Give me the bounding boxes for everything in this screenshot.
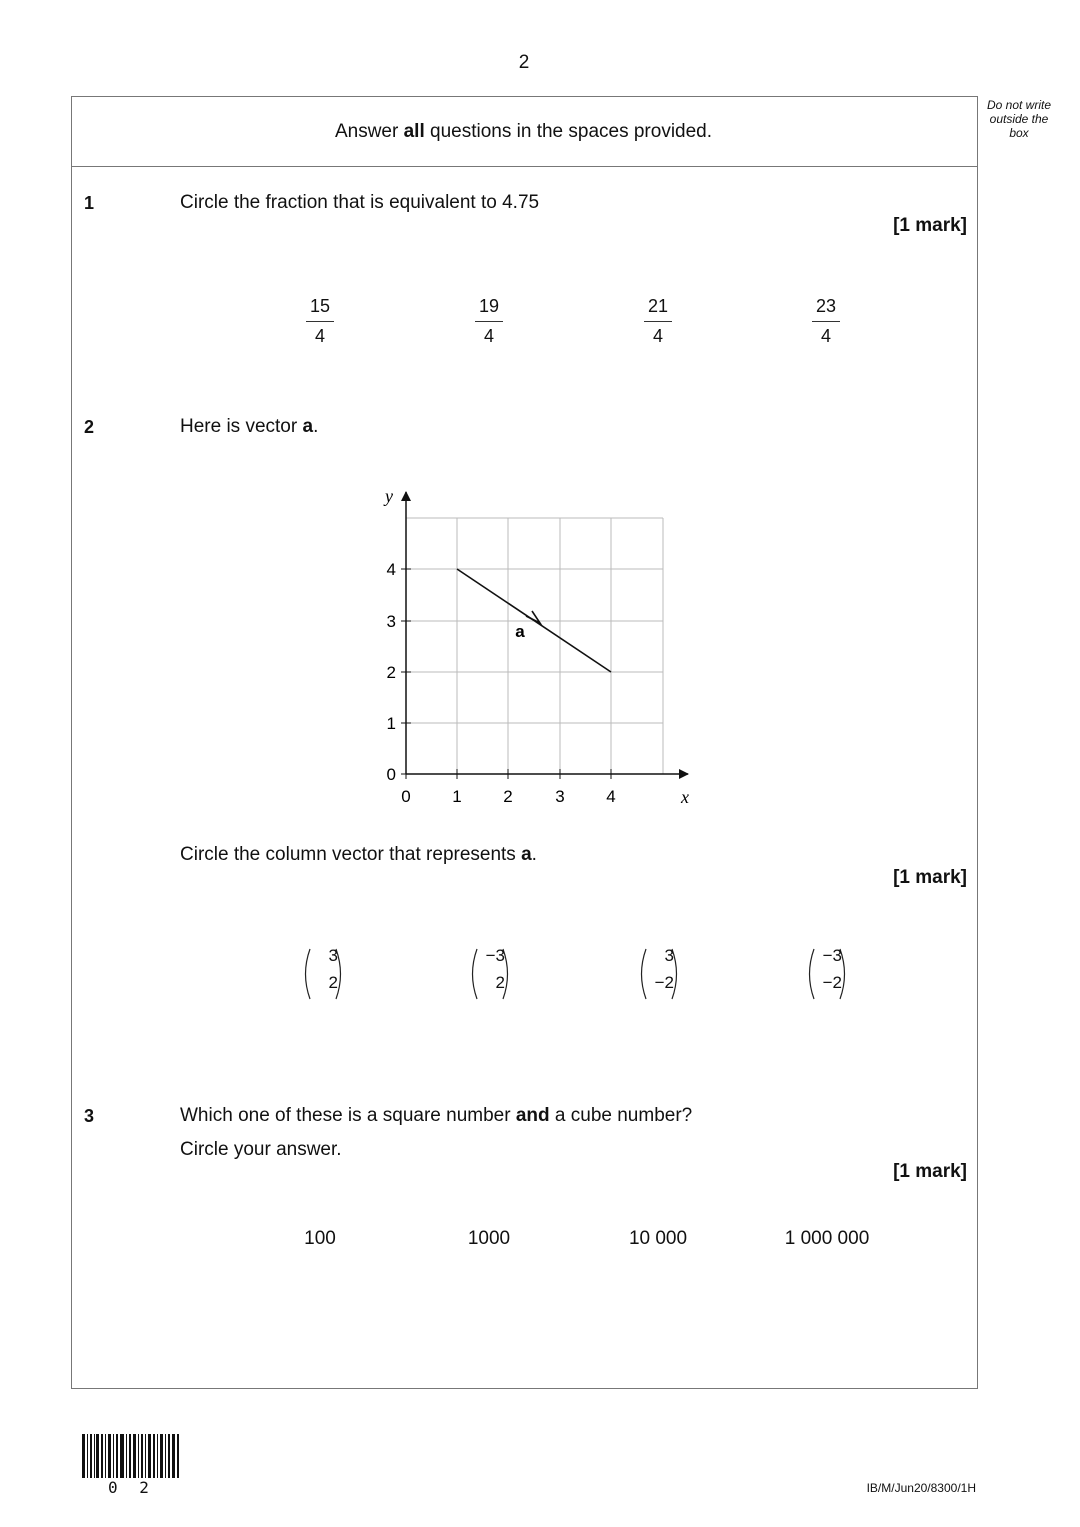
vector-graph: [370, 480, 700, 820]
x-tick-label: 1: [452, 787, 462, 806]
instructions: [71, 121, 976, 143]
fraction-numerator: 21: [644, 296, 672, 322]
number-option-1[interactable]: 100: [304, 1228, 336, 1249]
prompt-bold: a: [521, 844, 532, 865]
question-3-mark: [1 mark]: [893, 1161, 967, 1182]
fraction-denominator: 4: [820, 326, 831, 346]
question-2-intro: [180, 416, 318, 438]
vector-top: −3: [822, 946, 842, 965]
fraction-option-3[interactable]: [628, 296, 688, 347]
question-3-number: 3: [84, 1106, 95, 1126]
question-3-instruction: Circle your answer.: [180, 1139, 342, 1160]
q3-text-bold: and: [515, 1105, 550, 1126]
vector-top: −3: [485, 946, 505, 965]
barcode-digits: 0 2: [108, 1478, 155, 1497]
prompt-post: .: [531, 844, 537, 865]
intro-bold: a: [302, 416, 314, 437]
fraction-denominator: 4: [483, 326, 494, 346]
fraction-numerator: 19: [475, 296, 503, 322]
number-option-3[interactable]: 10 000: [628, 1228, 688, 1249]
column-vector-option-3[interactable]: [634, 946, 684, 1002]
prompt-pre: Circle the column vector that represents: [180, 844, 522, 865]
fraction-option-1[interactable]: [290, 296, 350, 347]
instructions-bold: all: [403, 121, 425, 142]
fraction-option-4[interactable]: [796, 296, 856, 347]
y-tick-label: 4: [386, 560, 396, 579]
vector-bottom: 2: [328, 973, 338, 992]
q3-text-pre: Which one of these is a square number: [180, 1105, 516, 1126]
intro-pre: Here is vector: [180, 416, 303, 437]
number-option-2[interactable]: 1000: [467, 1228, 511, 1249]
footer-code: IB/M/Jun20/8300/1H: [866, 1481, 976, 1495]
y-tick-label: 0: [386, 765, 396, 784]
number-option-4[interactable]: 1 000 000: [784, 1228, 870, 1249]
question-1-number: 1: [84, 193, 95, 213]
y-tick-label: 3: [386, 612, 396, 631]
question-2-prompt: [180, 844, 537, 866]
fraction-numerator: 15: [306, 296, 334, 322]
vector-bottom: 2: [495, 973, 505, 992]
y-tick-label: 2: [386, 663, 396, 682]
page-number: 2: [518, 52, 530, 73]
column-vector-option-2[interactable]: [465, 946, 515, 1002]
margin-note: Do not write outside the box: [986, 98, 1052, 140]
x-tick-label: 2: [503, 787, 513, 806]
vector-bottom: −2: [654, 973, 674, 992]
vector-top: 3: [664, 946, 674, 965]
question-1-text: Circle the fraction that is equivalent to 4.75: [180, 192, 540, 213]
x-tick-label: 0: [401, 787, 411, 806]
x-axis-label: x: [681, 787, 689, 807]
question-2-number: 2: [84, 417, 95, 437]
column-vector-option-1[interactable]: [298, 946, 348, 1002]
intro-post: .: [313, 416, 319, 437]
x-tick-label: 3: [555, 787, 565, 806]
barcode-image: [82, 1434, 182, 1478]
x-tick-label: 4: [606, 787, 616, 806]
vector-a-label: a: [515, 622, 525, 641]
question-2-mark: [1 mark]: [893, 867, 967, 888]
question-1-mark: [1 mark]: [893, 215, 967, 236]
instructions-pre: Answer: [334, 121, 404, 142]
question-3-text: [180, 1105, 692, 1127]
vector-bottom: −2: [822, 973, 842, 992]
header-divider: [71, 166, 978, 167]
fraction-denominator: 4: [314, 326, 325, 346]
y-tick-label: 1: [386, 714, 396, 733]
vector-top: 3: [328, 946, 338, 965]
fraction-numerator: 23: [812, 296, 840, 322]
y-axis-label: y: [385, 486, 393, 506]
graph-grid: [406, 518, 663, 774]
instructions-post: questions in the spaces provided.: [424, 121, 713, 142]
fraction-option-2[interactable]: [459, 296, 519, 347]
column-vector-option-4[interactable]: [802, 946, 852, 1002]
q3-text-post: a cube number?: [549, 1105, 693, 1126]
fraction-denominator: 4: [652, 326, 663, 346]
